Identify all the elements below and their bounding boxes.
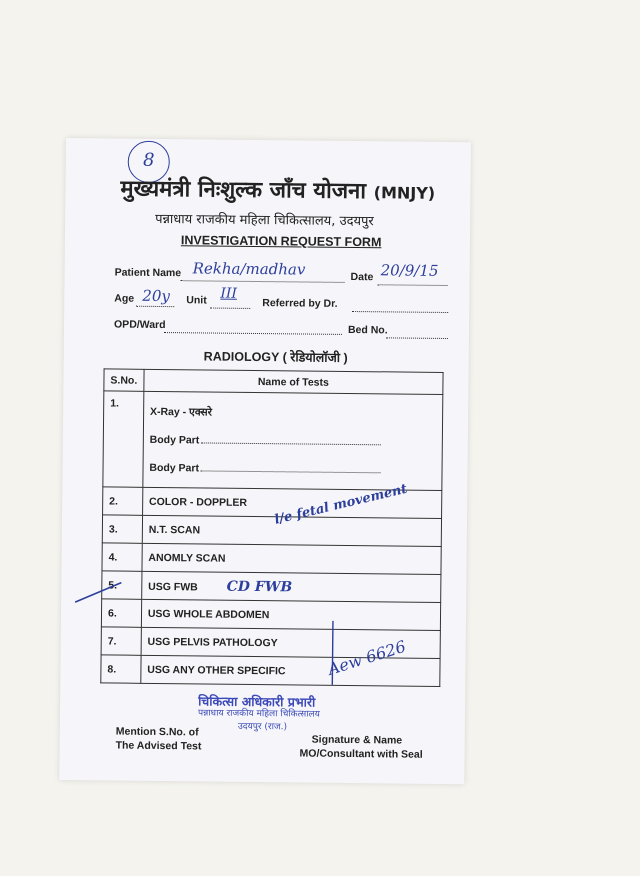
test-name-cell: N.T. SCAN l/e fetal movement <box>142 515 441 546</box>
form-header-title: मुख्यमंत्री निःशुल्क जाँच योजना (MNJY) <box>120 176 436 205</box>
sno-cell: 1. <box>103 391 144 487</box>
date-label: Date <box>350 270 374 284</box>
date-value[interactable]: 20/9/15 <box>380 261 439 280</box>
test-name-cell: ANOMLY SCAN <box>142 543 441 574</box>
test-name-cell: USG ANY OTHER SPECIFIC <box>141 655 440 686</box>
handwritten-note: CD FWB <box>226 578 293 595</box>
sno-cell: 6. <box>101 599 141 627</box>
official-stamp: चिकित्सा अधिकारी प्रभारी पन्नाधाय राजकीय महिला चिकित्सालय उदयपुर (राज.) <box>197 693 320 733</box>
age-line <box>136 306 174 307</box>
table-row-selected <box>102 571 441 603</box>
sno-cell: 5. <box>102 571 142 599</box>
patient-name-value[interactable]: Rekha/madhav <box>192 259 306 279</box>
unit-label: Unit <box>186 294 207 307</box>
xray-name: X-Ray - एक्सरे <box>149 405 212 419</box>
sno-cell: 8. <box>101 655 141 683</box>
sno-cell: 4. <box>102 543 142 571</box>
sno-header: S.No. <box>104 369 144 391</box>
circled-number: 8 <box>128 141 170 183</box>
hospital-name: पन्नाधाय राजकीय महिला चिकित्सालय, उदयपुर <box>155 211 374 230</box>
unit-line <box>210 308 250 309</box>
test-name-cell: USG PELVIS PATHOLOGY <box>141 627 440 658</box>
footer-signature-label: Signature & Name MO/Consultant with Seal <box>299 733 423 761</box>
sno-cell: 3. <box>102 515 142 543</box>
handwritten-note: l/e fetal movement <box>272 481 409 528</box>
age-value[interactable]: 20y <box>142 286 171 306</box>
investigation-request-form <box>59 138 471 784</box>
patient-name-line <box>181 280 345 283</box>
radiology-heading: RADIOLOGY ( रेडियोलॉजी ) <box>203 349 348 365</box>
form-title: INVESTIGATION REQUEST FORM <box>180 233 382 250</box>
patient-name-label: Patient Name <box>114 266 182 280</box>
unit-value[interactable]: III <box>220 285 238 302</box>
body-part-2: Body Part <box>149 454 435 485</box>
sno-cell: 7. <box>101 627 141 655</box>
bed-no-label: Bed No. <box>347 323 388 337</box>
signature: Aew 6626 <box>325 636 409 679</box>
test-name-header: Name of Tests <box>144 369 443 394</box>
test-name-cell: COLOR - DOPPLER <box>142 487 441 518</box>
table-row-xray <box>103 391 443 491</box>
table-row <box>101 599 440 631</box>
age-label: Age <box>114 292 135 305</box>
test-name-cell: USG FWB CD FWB <box>142 571 441 602</box>
test-name-cell: USG WHOLE ABDOMEN <box>141 599 440 630</box>
table-row <box>102 515 441 547</box>
footer-mention-sno: Mention S.No. of The Advised Test <box>115 725 202 753</box>
sno-cell: 2. <box>103 487 143 515</box>
table-row <box>102 543 441 575</box>
referred-by-line <box>352 311 448 313</box>
opd-ward-label: OPD/Ward <box>113 318 166 332</box>
date-line <box>377 284 447 286</box>
referred-by-label: Referred by Dr. <box>262 297 338 310</box>
tick-mark-icon <box>73 578 123 609</box>
bed-no-line <box>386 337 448 339</box>
body-part-1: Body Part <box>150 426 436 457</box>
opd-ward-line <box>164 332 342 335</box>
